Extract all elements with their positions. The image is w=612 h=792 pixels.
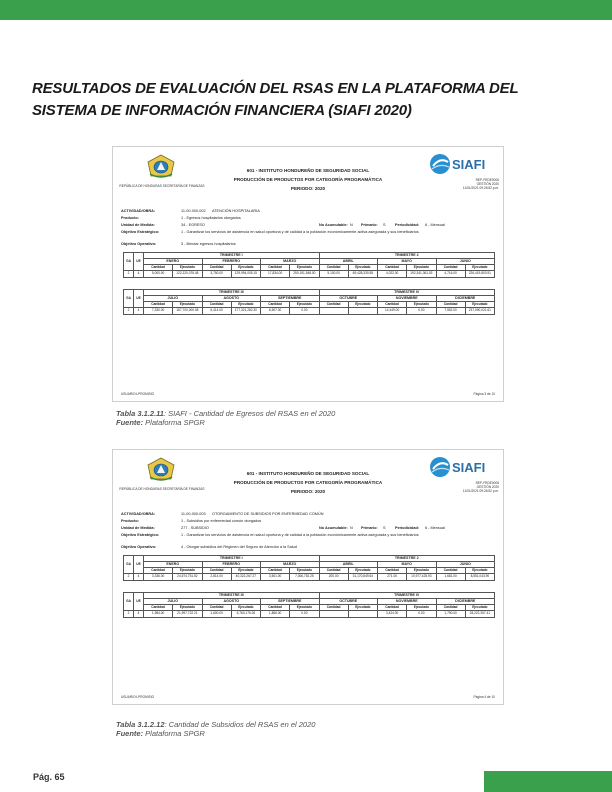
trimestre-2-header: TRIMESTRE 2 — [319, 556, 495, 562]
cantidad-cell — [319, 611, 348, 618]
month-header: NOVIEMBRE — [378, 296, 437, 302]
actividad-label: ACTIVIDAD/OBRA: — [121, 512, 156, 516]
cantidad-header: Cantidad — [319, 265, 348, 271]
quarterly-table-h1 — [123, 555, 495, 581]
month-header: JUNIO — [436, 259, 495, 265]
report-header — [203, 166, 413, 193]
caption-text: : SIAFI - Cantidad de Egresos del RSAS en el 2020 — [163, 409, 336, 418]
trimestre-3-header: TRIMESTRE III — [144, 593, 320, 599]
actividad-name: ATENCIÓN HOSPITALARIA — [211, 209, 260, 213]
ejecutado-cell — [348, 308, 377, 315]
report-code: REP-FRDE0006 — [475, 178, 499, 182]
cantidad-header: Cantidad — [319, 605, 348, 611]
cantidad-cell: 7,552.00 — [436, 308, 465, 315]
government-name: REPÚBLICA DE HONDURAS SECRETARÍA DE FINANZAS — [119, 184, 205, 188]
cantidad-cell: 200.00 — [319, 574, 348, 581]
honduras-seal-icon — [145, 457, 177, 483]
col-ga-header: GA — [124, 290, 134, 308]
ejecutado-header: Ejecutado — [407, 605, 436, 611]
ejecutado-header: Ejecutado — [407, 265, 436, 271]
cantidad-header: Cantidad — [144, 265, 173, 271]
cantidad-cell: 4,022.00 — [378, 271, 407, 278]
cantidad-cell: 1,984.00 — [144, 611, 173, 618]
month-header: DICIEMBRE — [436, 296, 495, 302]
ejecutado-header: Ejecutado — [173, 568, 202, 574]
col-ue-header: UE — [134, 593, 144, 611]
report-egresos — [112, 146, 504, 402]
ejecutado-cell: 5,763,175.26 — [231, 611, 260, 618]
siafi-logo-text: SIAFI — [452, 460, 486, 475]
periodicidad-value: 6 - Mensual — [425, 526, 445, 530]
ejecutado-header: Ejecutado — [348, 568, 377, 574]
top-accent-bar — [0, 0, 612, 20]
col-ue-header: UE — [134, 556, 144, 574]
cantidad-cell: 3,501.00 — [261, 574, 290, 581]
government-name: REPÚBLICA DE HONDURAS SECRETARÍA DE FINANZAS — [119, 487, 205, 491]
actividad-label: ACTIVIDAD/OBRA: — [121, 209, 156, 213]
month-header: OCTUBRE — [319, 296, 378, 302]
month-header: MARZO — [261, 562, 320, 568]
month-header: MAYO — [378, 259, 437, 265]
ejecutado-cell: 28,222,357.41 — [465, 611, 494, 618]
cantidad-header: Cantidad — [261, 568, 290, 574]
cantidad-cell: 1,600.00 — [202, 611, 231, 618]
col-ga-header: GA — [124, 593, 134, 611]
cantidad-header: Cantidad — [202, 605, 231, 611]
report-page-number: Página 3 de 10 — [473, 392, 495, 396]
quarterly-table-h1 — [123, 252, 495, 278]
table-caption — [116, 721, 315, 738]
ejecutado-header: Ejecutado — [173, 302, 202, 308]
ejecutado-header: Ejecutado — [173, 605, 202, 611]
cantidad-header: Cantidad — [436, 265, 465, 271]
ejecutado-cell — [348, 611, 377, 618]
month-header: ABRIL — [319, 562, 378, 568]
ejecutado-cell: 237,090,021.61 — [465, 308, 494, 315]
month-header: FEBRERO — [202, 562, 261, 568]
producto-value: 1 - Egresos hospitalarios otorgados — [181, 216, 241, 220]
primario-value: S — [383, 223, 386, 227]
estrategico-value: 1 - Garantizar los servicios de asistencia en salud oportuna y de calidad a la población económicamente activa asegurada y sus beneficiarios — [181, 230, 419, 234]
ejecutado-header: Ejecutado — [348, 605, 377, 611]
row-ga-value: 2 — [124, 308, 134, 315]
ejecutado-header: Ejecutado — [173, 265, 202, 271]
ejecutado-cell: 226,419,803.91 — [465, 271, 494, 278]
ejecutado-header: Ejecutado — [231, 265, 260, 271]
cantidad-header: Cantidad — [144, 302, 173, 308]
ejecutado-cell: 10,977,425.93 — [407, 574, 436, 581]
ejecutado-header: Ejecutado — [407, 302, 436, 308]
row-ga-value: 2 — [124, 611, 134, 618]
caption-label: Tabla 3.1.2.12 — [116, 720, 165, 729]
operativo-value: 3 - Brindar egresos hospitalarios — [181, 242, 236, 246]
page-title: RESULTADOS DE EVALUACIÓN DEL RSAS EN LA PLATAFORMA DEL SISTEMA DE INFORMACIÓN FINANCIERA (SIAFI 2020) — [32, 80, 519, 119]
operativo-label: Objetivo Operativo: — [121, 242, 157, 246]
report-timestamp: 11/01/2021 09:26:52 p.m. — [462, 489, 499, 493]
primario-label: Primario: — [361, 223, 378, 227]
col-ga-header: GA — [124, 556, 134, 574]
month-header: FEBRERO — [202, 259, 261, 265]
periodicidad-value: 6 - Mensual — [425, 223, 445, 227]
month-header: MARZO — [261, 259, 320, 265]
ejecutado-cell: 24,574,751.52 — [173, 574, 202, 581]
cantidad-header: Cantidad — [378, 605, 407, 611]
row-ga-value: 2 — [124, 574, 134, 581]
producto-label: Producto: — [121, 519, 139, 523]
ejecutado-header: Ejecutado — [348, 265, 377, 271]
operativo-label: Objetivo Operativo: — [121, 545, 157, 549]
periodicidad-label: Periodicidad: — [395, 526, 420, 530]
ejecutado-header: Ejecutado — [290, 605, 319, 611]
cantidad-header: Cantidad — [144, 568, 173, 574]
cantidad-cell: 271.00 — [378, 574, 407, 581]
ejecutado-header: Ejecutado — [465, 568, 494, 574]
row-ue-value: 4 — [134, 574, 144, 581]
ejecutado-cell: 7,306,752.25 — [290, 574, 319, 581]
honduras-seal-icon — [145, 154, 177, 180]
report-subsidios — [112, 449, 504, 705]
trimestre-1-header: TRIMESTRE I — [144, 556, 320, 562]
report-gestion: GESTIÓN 2020 — [476, 182, 499, 186]
cantidad-cell: 5,000.00 — [144, 271, 173, 278]
row-ga-value: 2 — [124, 271, 134, 278]
estrategico-label: Objetivo Estratégico: — [121, 230, 160, 234]
acumulable-value: N — [350, 526, 353, 530]
operativo-value: 4 - Otorgar subsidios del Régimen del Seguro de Atención a la Salud — [181, 545, 297, 549]
month-header: ENERO — [144, 562, 203, 568]
cantidad-header: Cantidad — [378, 568, 407, 574]
month-header: JULIO — [144, 296, 203, 302]
unidad-value: 277 - SUBSIDIO — [181, 526, 209, 530]
cantidad-cell: 3,336.00 — [144, 574, 173, 581]
month-header: MAYO — [378, 562, 437, 568]
month-header: SEPTIEMBRE — [261, 599, 320, 605]
ejecutado-header: Ejecutado — [465, 605, 494, 611]
month-header: JULIO — [144, 599, 203, 605]
cantidad-header: Cantidad — [436, 605, 465, 611]
report-user: USUARIO:LPROMISIO — [121, 392, 155, 396]
trimestre-1-header: TRIMESTRE I — [144, 253, 320, 259]
caption-label: Tabla 3.1.2.11 — [116, 409, 164, 418]
unidad-value: 34 - EGRESO — [181, 223, 205, 227]
cantidad-header: Cantidad — [319, 568, 348, 574]
cantidad-cell — [319, 308, 348, 315]
cantidad-header: Cantidad — [261, 265, 290, 271]
actividad-code: 11-00-000-002 — [181, 209, 206, 213]
ejecutado-cell: 31,170,849.64 — [348, 574, 377, 581]
ejecutado-cell: 250,191,548.00 — [290, 271, 319, 278]
actividad-name: OTORGAMIENTO DE SUBSIDIOS POR ENFERMEDAD COMÚN — [211, 512, 324, 516]
ejecutado-header: Ejecutado — [290, 302, 319, 308]
ejecutado-cell: 69,428,330.55 — [348, 271, 377, 278]
month-header: ENERO — [144, 259, 203, 265]
ejecutado-header: Ejecutado — [231, 302, 260, 308]
month-header: AGOSTO — [202, 296, 261, 302]
trimestre-3-header: TRIMESTRE III — [144, 290, 320, 296]
report-meta — [411, 481, 499, 493]
primario-value: S — [383, 526, 386, 530]
cantidad-cell: 14,449.00 — [378, 308, 407, 315]
page-number: Pág. 65 — [33, 772, 65, 782]
cantidad-cell: 6,507.00 — [261, 308, 290, 315]
report-header — [203, 469, 413, 496]
report-code: REP-FRDE0006 — [475, 481, 499, 485]
report-meta — [411, 178, 499, 190]
report-period: PERIODO: 2020 — [290, 489, 326, 494]
bottom-accent-bar — [484, 771, 612, 792]
report-timestamp: 11/01/2021 09:26:52 p.m. — [462, 186, 499, 190]
table-caption — [116, 410, 335, 427]
siafi-logo — [429, 153, 495, 175]
siafi-logo — [429, 456, 495, 478]
row-ue-value: 4 — [134, 271, 144, 278]
acumulable-label: No Acumulable: — [319, 223, 348, 227]
quarterly-table-h2 — [123, 289, 495, 315]
ejecutado-cell: 21,997,722.21 — [173, 611, 202, 618]
month-header: DICIEMBRE — [436, 599, 495, 605]
ejecutado-header: Ejecutado — [407, 568, 436, 574]
cantidad-header: Cantidad — [202, 302, 231, 308]
col-ue-header: UE — [134, 253, 144, 271]
cantidad-cell: 5,100.00 — [319, 271, 348, 278]
ejecutado-cell: 40,322,267.27 — [231, 574, 260, 581]
cantidad-cell: 3,424.00 — [378, 611, 407, 618]
ejecutado-cell: 0.00 — [290, 308, 319, 315]
ejecutado-cell: 129,994,005.15 — [231, 271, 260, 278]
caption-source-label: Fuente: — [116, 417, 144, 427]
ejecutado-cell: 122,220,076.48 — [173, 271, 202, 278]
row-ue-value: 4 — [134, 611, 144, 618]
ejecutado-header: Ejecutado — [231, 568, 260, 574]
cantidad-header: Cantidad — [261, 605, 290, 611]
primario-label: Primario: — [361, 526, 378, 530]
cantidad-cell: 4,716.00 — [436, 271, 465, 278]
ejecutado-header: Ejecutado — [290, 265, 319, 271]
trimestre-2-header: TRIMESTRE 2 — [319, 253, 495, 259]
month-header: SEPTIEMBRE — [261, 296, 320, 302]
col-ue-header: UE — [134, 290, 144, 308]
caption-source: Plataforma SPGR — [143, 728, 205, 738]
periodicidad-label: Periodicidad: — [395, 223, 420, 227]
estrategico-label: Objetivo Estratégico: — [121, 533, 160, 537]
actividad-code: 11-00-000-003 — [181, 512, 206, 516]
caption-text: : Cantidad de Subsidios del RSAS en el 2020 — [164, 720, 316, 729]
ejecutado-header: Ejecutado — [231, 605, 260, 611]
report-user: USUARIO:LPROMISIO — [121, 695, 155, 699]
caption-source-label: Fuente: — [116, 728, 144, 738]
institution-name: 601 - INSTITUTO HONDUREÑO DE SEGURIDAD SOCIAL — [246, 168, 370, 173]
cantidad-cell: 3,750.00 — [202, 271, 231, 278]
cantidad-cell: 17,834.00 — [261, 271, 290, 278]
cantidad-header: Cantidad — [202, 568, 231, 574]
ejecutado-cell: 0.00 — [407, 308, 436, 315]
row-ue-value: 4 — [134, 308, 144, 315]
cantidad-header: Cantidad — [378, 265, 407, 271]
cantidad-cell: 6,414.00 — [202, 308, 231, 315]
producto-label: Producto: — [121, 216, 139, 220]
cantidad-cell: 7,330.00 — [144, 308, 173, 315]
unidad-label: Unidad de Medida: — [121, 526, 155, 530]
cantidad-header: Cantidad — [436, 302, 465, 308]
siafi-logo-text: SIAFI — [452, 157, 486, 172]
ejecutado-cell: 0.00 — [290, 611, 319, 618]
acumulable-value: N — [350, 223, 353, 227]
ejecutado-header: Ejecutado — [348, 302, 377, 308]
month-header: JUNIO — [436, 562, 495, 568]
cantidad-header: Cantidad — [144, 605, 173, 611]
month-header: AGOSTO — [202, 599, 261, 605]
trimestre-4-header: TRIMESTRE IV — [319, 290, 495, 296]
cantidad-header: Cantidad — [261, 302, 290, 308]
cantidad-header: Cantidad — [378, 302, 407, 308]
col-ga-header: GA — [124, 253, 134, 271]
unidad-label: Unidad de Medida: — [121, 223, 155, 227]
quarterly-table-h2 — [123, 592, 495, 618]
ejecutado-cell: 192,341,361.03 — [407, 271, 436, 278]
report-gestion: GESTIÓN 2020 — [476, 485, 499, 489]
month-header: NOVIEMBRE — [378, 599, 437, 605]
estrategico-value: 1 - Garantizar los servicios de asistencia en salud oportuna y de calidad a la población económicamente activa asegurada y sus beneficiarios — [181, 533, 419, 537]
cantidad-header: Cantidad — [436, 568, 465, 574]
ejecutado-cell: 8,551,043.90 — [465, 574, 494, 581]
cantidad-header: Cantidad — [319, 302, 348, 308]
cantidad-header: Cantidad — [202, 265, 231, 271]
ejecutado-cell: 177,321,282.30 — [231, 308, 260, 315]
cantidad-cell: 1,866.00 — [261, 611, 290, 618]
trimestre-4-header: TRIMESTRE IV — [319, 593, 495, 599]
ejecutado-cell: 0.00 — [407, 611, 436, 618]
month-header: OCTUBRE — [319, 599, 378, 605]
ejecutado-header: Ejecutado — [465, 265, 494, 271]
cantidad-cell: 1,681.00 — [436, 574, 465, 581]
month-header: ABRIL — [319, 259, 378, 265]
caption-source: Plataforma SPGR — [143, 417, 205, 427]
cantidad-cell: 2,814.00 — [202, 574, 231, 581]
institution-name: 601 - INSTITUTO HONDUREÑO DE SEGURIDAD SOCIAL — [246, 471, 370, 476]
producto-value: 1 - Subsidios por enfermedad común otorgados — [181, 519, 262, 523]
report-title: PRODUCCIÓN DE PRODUCTOS POR CATEGORÍA PROGRAMÁTICA — [233, 177, 383, 182]
acumulable-label: No Acumulable: — [319, 526, 348, 530]
report-title: PRODUCCIÓN DE PRODUCTOS POR CATEGORÍA PROGRAMÁTICA — [233, 480, 383, 485]
cantidad-cell: 1,790.00 — [436, 611, 465, 618]
report-page-number: Página 4 de 10 — [473, 695, 495, 699]
ejecutado-header: Ejecutado — [290, 568, 319, 574]
ejecutado-header: Ejecutado — [465, 302, 494, 308]
report-period: PERIODO: 2020 — [290, 186, 326, 191]
ejecutado-cell: 187,700,000.08 — [173, 308, 202, 315]
